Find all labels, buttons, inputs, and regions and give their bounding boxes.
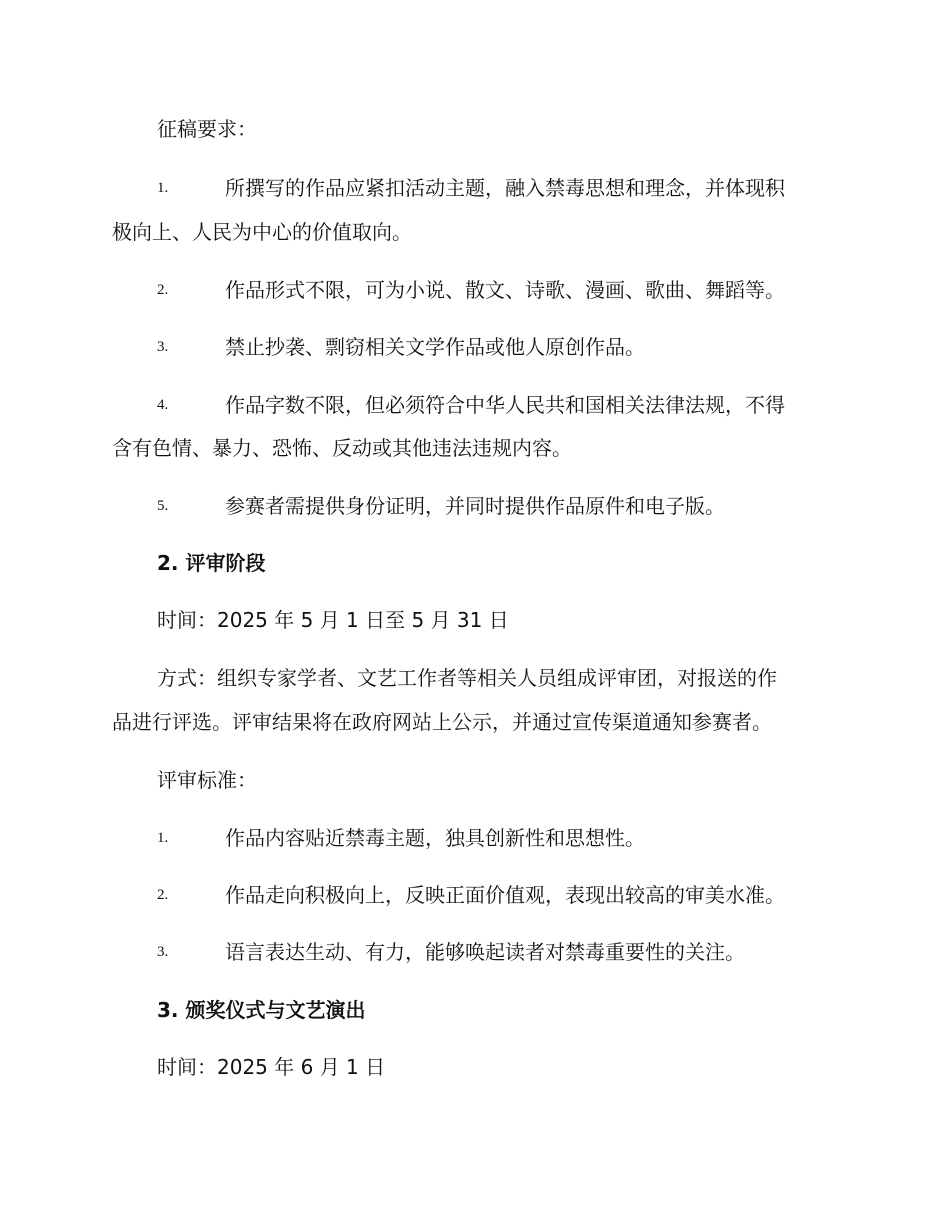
- list-item-number: 2.: [157, 282, 169, 298]
- review-method: 方式：组织专家学者、文艺工作者等相关人员组成评审团，对报送的作: [157, 666, 777, 690]
- requirements-label: 征稿要求：: [157, 117, 257, 141]
- list-item-text: 作品形式不限，可为小说、散文、诗歌、漫画、歌曲、舞蹈等。: [225, 278, 785, 302]
- list-item-number: 5.: [157, 498, 169, 514]
- list-item-text-continued: 含有色情、暴力、恐怖、反动或其他违法违规内容。: [112, 436, 572, 460]
- list-item-number: 1.: [157, 180, 169, 196]
- list-item-text: 所撰写的作品应紧扣活动主题，融入禁毒思想和理念，并体现积: [225, 176, 785, 200]
- list-item-number: 3.: [157, 339, 169, 355]
- list-item-text: 禁止抄袭、剽窃相关文学作品或他人原创作品。: [225, 335, 645, 359]
- ceremony-time: 时间：2025 年 6 月 1 日: [157, 1055, 386, 1079]
- list-item-number: 2.: [157, 887, 169, 903]
- review-method-continued: 品进行评选。评审结果将在政府网站上公示，并通过宣传渠道通知参赛者。: [112, 710, 772, 734]
- criteria-label: 评审标准：: [157, 768, 257, 792]
- list-item-text-continued: 极向上、人民为中心的价值取向。: [112, 220, 412, 244]
- list-item-text: 作品字数不限，但必须符合中华人民共和国相关法律法规，不得: [225, 393, 785, 417]
- list-item-number: 4.: [157, 397, 169, 413]
- list-item-number: 1.: [157, 830, 169, 846]
- list-item-number: 3.: [157, 944, 169, 960]
- section-heading: 2. 评审阶段: [157, 551, 266, 575]
- list-item-text: 作品内容贴近禁毒主题，独具创新性和思想性。: [225, 826, 645, 850]
- list-item-text: 语言表达生动、有力，能够唤起读者对禁毒重要性的关注。: [225, 940, 745, 964]
- section-heading: 3. 颁奖仪式与文艺演出: [157, 998, 366, 1022]
- list-item-text: 参赛者需提供身份证明，并同时提供作品原件和电子版。: [225, 494, 725, 518]
- review-time: 时间：2025 年 5 月 1 日至 5 月 31 日: [157, 608, 509, 632]
- list-item-text: 作品走向积极向上，反映正面价值观，表现出较高的审美水准。: [225, 883, 785, 907]
